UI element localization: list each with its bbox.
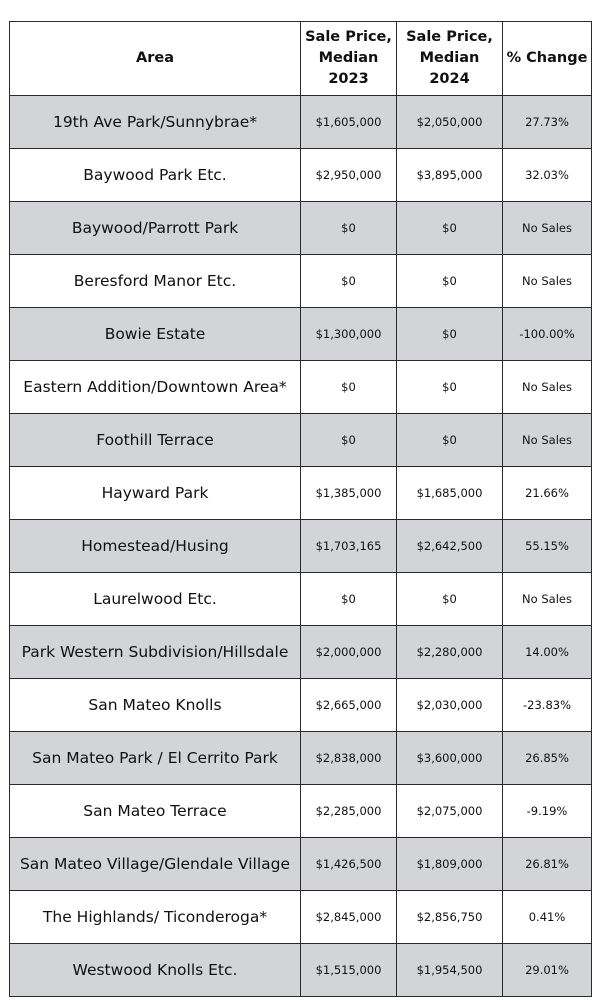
table-row	[10, 467, 592, 520]
cell-area: Foothill Terrace	[10, 414, 301, 467]
table-row	[10, 520, 592, 573]
table-row	[10, 785, 592, 838]
cell-price-2023: $1,426,500	[301, 838, 397, 891]
cell-price-2024: $2,030,000	[397, 679, 503, 732]
header-price-2024-line-1: Sale Price,	[406, 29, 493, 45]
cell-price-2023: $1,515,000	[301, 944, 397, 997]
cell-price-2023: $2,665,000	[301, 679, 397, 732]
cell-area: Beresford Manor Etc.	[10, 255, 301, 308]
cell-price-2023: $2,000,000	[301, 626, 397, 679]
header-area: Area	[10, 22, 301, 96]
cell-price-2023: $0	[301, 414, 397, 467]
cell-price-2023: $2,285,000	[301, 785, 397, 838]
cell-area: The Highlands/ Ticonderoga*	[10, 891, 301, 944]
table-header	[10, 22, 592, 96]
cell-price-2023: $0	[301, 202, 397, 255]
cell-area: Laurelwood Etc.	[10, 573, 301, 626]
table-body	[10, 96, 592, 997]
cell-price-2024: $0	[397, 414, 503, 467]
cell-change: 27.73%	[503, 96, 592, 149]
cell-area: Homestead/Husing	[10, 520, 301, 573]
cell-price-2024: $2,050,000	[397, 96, 503, 149]
cell-price-2024: $0	[397, 573, 503, 626]
cell-price-2023: $2,950,000	[301, 149, 397, 202]
cell-price-2024: $0	[397, 202, 503, 255]
cell-price-2024: $2,280,000	[397, 626, 503, 679]
median-sale-price-table	[9, 21, 592, 997]
cell-price-2024: $2,642,500	[397, 520, 503, 573]
cell-price-2024: $2,856,750	[397, 891, 503, 944]
table-row	[10, 361, 592, 414]
header-price-2024	[397, 22, 503, 96]
cell-area: San Mateo Park / El Cerrito Park	[10, 732, 301, 785]
cell-change: 29.01%	[503, 944, 592, 997]
table-row	[10, 96, 592, 149]
cell-change: 26.81%	[503, 838, 592, 891]
header-price-2023-line-2: Median	[318, 50, 379, 66]
cell-price-2023: $2,838,000	[301, 732, 397, 785]
table-row	[10, 308, 592, 361]
header-price-2024-line-3: 2024	[429, 71, 470, 87]
cell-price-2023: $1,703,165	[301, 520, 397, 573]
cell-area: San Mateo Village/Glendale Village	[10, 838, 301, 891]
cell-area: Park Western Subdivision/Hillsdale	[10, 626, 301, 679]
cell-change: 55.15%	[503, 520, 592, 573]
cell-price-2023: $2,845,000	[301, 891, 397, 944]
cell-price-2024: $0	[397, 361, 503, 414]
table-row	[10, 573, 592, 626]
cell-price-2023: $0	[301, 573, 397, 626]
cell-price-2023: $0	[301, 361, 397, 414]
table-row	[10, 202, 592, 255]
cell-price-2024: $3,895,000	[397, 149, 503, 202]
cell-area: Westwood Knolls Etc.	[10, 944, 301, 997]
cell-price-2024: $0	[397, 255, 503, 308]
table-row	[10, 255, 592, 308]
cell-change: No Sales	[503, 202, 592, 255]
header-change: % Change	[503, 22, 592, 96]
cell-change: 0.41%	[503, 891, 592, 944]
cell-change: 32.03%	[503, 149, 592, 202]
cell-price-2023: $0	[301, 255, 397, 308]
cell-price-2023: $1,385,000	[301, 467, 397, 520]
cell-area: San Mateo Knolls	[10, 679, 301, 732]
header-price-2023-line-3: 2023	[328, 71, 369, 87]
table-row	[10, 732, 592, 785]
cell-change: No Sales	[503, 255, 592, 308]
table-row	[10, 838, 592, 891]
cell-change: -23.83%	[503, 679, 592, 732]
cell-area: Baywood Park Etc.	[10, 149, 301, 202]
header-row	[10, 22, 592, 96]
cell-price-2023: $1,605,000	[301, 96, 397, 149]
header-price-2023	[301, 22, 397, 96]
cell-change: -9.19%	[503, 785, 592, 838]
cell-change: No Sales	[503, 361, 592, 414]
cell-price-2024: $1,954,500	[397, 944, 503, 997]
header-price-2023-line-1: Sale Price,	[305, 29, 392, 45]
cell-change: 26.85%	[503, 732, 592, 785]
table-row	[10, 149, 592, 202]
cell-change: No Sales	[503, 573, 592, 626]
cell-area: Eastern Addition/Downtown Area*	[10, 361, 301, 414]
cell-change: -100.00%	[503, 308, 592, 361]
cell-price-2023: $1,300,000	[301, 308, 397, 361]
cell-area: Hayward Park	[10, 467, 301, 520]
cell-change: 14.00%	[503, 626, 592, 679]
cell-area: San Mateo Terrace	[10, 785, 301, 838]
cell-area: Baywood/Parrott Park	[10, 202, 301, 255]
cell-price-2024: $1,809,000	[397, 838, 503, 891]
header-price-2024-line-2: Median	[419, 50, 480, 66]
table-row	[10, 679, 592, 732]
cell-price-2024: $3,600,000	[397, 732, 503, 785]
cell-price-2024: $2,075,000	[397, 785, 503, 838]
table-row	[10, 891, 592, 944]
cell-price-2024: $1,685,000	[397, 467, 503, 520]
cell-change: 21.66%	[503, 467, 592, 520]
table-row	[10, 414, 592, 467]
cell-change: No Sales	[503, 414, 592, 467]
cell-area: Bowie Estate	[10, 308, 301, 361]
cell-area: 19th Ave Park/Sunnybrae*	[10, 96, 301, 149]
table-row	[10, 626, 592, 679]
cell-price-2024: $0	[397, 308, 503, 361]
table-row	[10, 944, 592, 997]
